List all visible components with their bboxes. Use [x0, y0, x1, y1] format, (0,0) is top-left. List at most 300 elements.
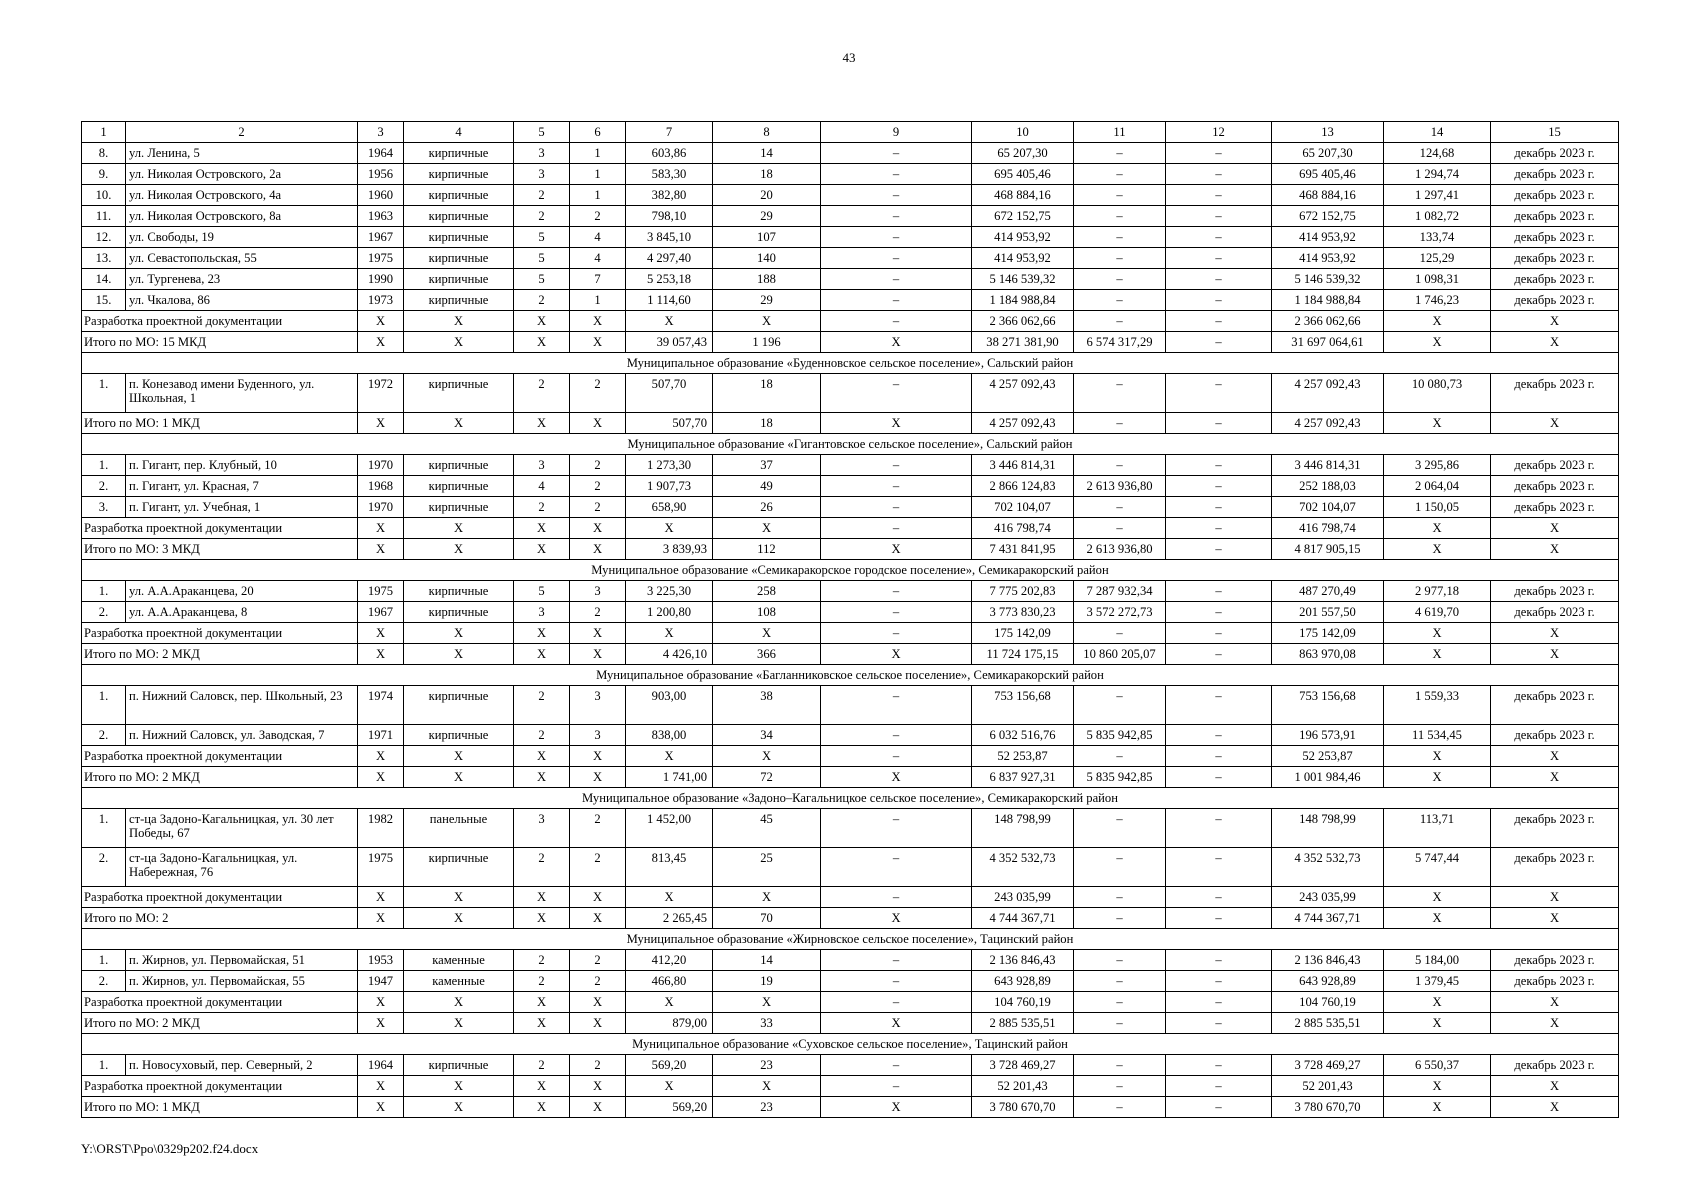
table-cell: – [1166, 809, 1272, 848]
table-cell: 1 [570, 290, 626, 311]
table-cell: 6 550,37 [1384, 1055, 1491, 1076]
commission-year: 1968 [358, 476, 404, 497]
table-cell: 468 884,16 [972, 185, 1074, 206]
commission-year: 1953 [358, 950, 404, 971]
commission-year: 1967 [358, 602, 404, 623]
table-cell: Х [713, 518, 821, 539]
table-cell: 104 760,19 [972, 992, 1074, 1013]
column-number: 7 [626, 122, 713, 143]
table-cell: 65 207,30 [1272, 143, 1384, 164]
table-cell: 2 [570, 455, 626, 476]
table-cell: 25 [713, 848, 821, 887]
table-cell: 2 613 936,80 [1074, 476, 1166, 497]
table-cell: Х [514, 332, 570, 353]
table-cell: Х [570, 1013, 626, 1034]
table-cell: 416 798,74 [1272, 518, 1384, 539]
table-cell: 14 [713, 143, 821, 164]
table-cell: – [1166, 848, 1272, 887]
table-cell: декабрь 2023 г. [1491, 248, 1619, 269]
table-cell: 603,86 [626, 143, 713, 164]
row-number: 12. [82, 227, 126, 248]
building-address: ул. Севастопольская, 55 [126, 248, 358, 269]
table-cell: Х [1491, 518, 1619, 539]
table-cell: 26 [713, 497, 821, 518]
table-cell: Х [626, 887, 713, 908]
table-cell: Х [404, 311, 514, 332]
table-row [82, 686, 1619, 725]
table-cell: – [821, 518, 972, 539]
table-cell: 18 [713, 413, 821, 434]
table-cell: 38 271 381,90 [972, 332, 1074, 353]
municipality-section-title: Муниципальное образование «Задоно–Кагальницкое сельское поселение», Семикаракорский район [82, 788, 1619, 809]
building-address: п. Гигант, пер. Клубный, 10 [126, 455, 358, 476]
table-cell: декабрь 2023 г. [1491, 206, 1619, 227]
table-cell: Х [626, 1076, 713, 1097]
table-cell: 2 [514, 374, 570, 413]
table-cell: – [1074, 455, 1166, 476]
design-docs-label: Разработка проектной документации [82, 887, 358, 908]
table-cell: Х [404, 623, 514, 644]
design-docs-label: Разработка проектной документации [82, 311, 358, 332]
table-cell: 107 [713, 227, 821, 248]
municipality-section-title: Муниципальное образование «Семикаракорское городское поселение», Семикаракорский район [82, 560, 1619, 581]
table-cell: 4 352 532,73 [972, 848, 1074, 887]
table-cell: 798,10 [626, 206, 713, 227]
table-row [82, 290, 1619, 311]
table-cell: 4 297,40 [626, 248, 713, 269]
table-cell: Х [514, 623, 570, 644]
table-cell: – [1074, 1013, 1166, 1034]
table-cell: Х [1491, 767, 1619, 788]
table-cell: 4 744 367,71 [1272, 908, 1384, 929]
table-cell: 695 405,46 [972, 164, 1074, 185]
table-cell: – [821, 374, 972, 413]
table-cell: декабрь 2023 г. [1491, 164, 1619, 185]
table-cell: 1 114,60 [626, 290, 713, 311]
table-row [82, 185, 1619, 206]
table-cell: Х [1491, 992, 1619, 1013]
table-cell: Х [1384, 1013, 1491, 1034]
table-row [82, 374, 1619, 413]
row-number: 10. [82, 185, 126, 206]
table-row [82, 143, 1619, 164]
table-row [82, 476, 1619, 497]
table-cell: – [821, 971, 972, 992]
table-cell: Х [404, 1076, 514, 1097]
table-cell: 52 253,87 [972, 746, 1074, 767]
column-number: 15 [1491, 122, 1619, 143]
table-cell: 5 [514, 227, 570, 248]
table-cell: 5 184,00 [1384, 950, 1491, 971]
table-cell: 5 [514, 248, 570, 269]
table-cell: – [1166, 206, 1272, 227]
table-cell: – [821, 227, 972, 248]
wall-material: кирпичные [404, 848, 514, 887]
table-cell: – [1074, 143, 1166, 164]
table-cell: 2 136 846,43 [972, 950, 1074, 971]
wall-material: кирпичные [404, 497, 514, 518]
building-address: ул. Николая Островского, 8а [126, 206, 358, 227]
table-cell: 466,80 [626, 971, 713, 992]
total-row [82, 539, 1619, 560]
table-cell: 2 885 535,51 [972, 1013, 1074, 1034]
table-cell: Х [1384, 539, 1491, 560]
total-row [82, 1097, 1619, 1118]
design-docs-row [82, 887, 1619, 908]
table-cell: 643 928,89 [1272, 971, 1384, 992]
total-label: Итого по МО: 2 МКД [82, 644, 358, 665]
table-cell: 583,30 [626, 164, 713, 185]
table-cell: 2 [570, 848, 626, 887]
table-cell: 2 265,45 [626, 908, 713, 929]
table-cell: Х [1491, 332, 1619, 353]
table-cell: 31 697 064,61 [1272, 332, 1384, 353]
table-cell: 19 [713, 971, 821, 992]
total-row [82, 332, 1619, 353]
table-cell: 569,20 [626, 1097, 713, 1118]
table-cell: Х [570, 518, 626, 539]
table-cell: 7 431 841,95 [972, 539, 1074, 560]
building-address: п. Жирнов, ул. Первомайская, 55 [126, 971, 358, 992]
table-cell: – [1074, 227, 1166, 248]
table-cell: 3 [514, 809, 570, 848]
total-row [82, 1013, 1619, 1034]
table-cell: – [1166, 602, 1272, 623]
table-cell: Х [570, 1076, 626, 1097]
row-number: 11. [82, 206, 126, 227]
wall-material: кирпичные [404, 269, 514, 290]
table-cell: Х [404, 413, 514, 434]
table-cell: – [1166, 644, 1272, 665]
table-cell: 672 152,75 [1272, 206, 1384, 227]
table-cell: – [1166, 950, 1272, 971]
table-cell: 2 366 062,66 [972, 311, 1074, 332]
row-number: 2. [82, 971, 126, 992]
section-header-row [82, 353, 1619, 374]
wall-material: панельные [404, 809, 514, 848]
building-address: п. Нижний Саловск, пер. Школьный, 23 [126, 686, 358, 725]
table-cell: Х [514, 992, 570, 1013]
design-docs-label: Разработка проектной документации [82, 746, 358, 767]
column-number: 4 [404, 122, 514, 143]
design-docs-row [82, 623, 1619, 644]
table-cell: 5 835 942,85 [1074, 767, 1166, 788]
table-cell: 813,45 [626, 848, 713, 887]
table-cell: – [1074, 164, 1166, 185]
table-cell: – [821, 725, 972, 746]
table-cell: 2 064,04 [1384, 476, 1491, 497]
table-row [82, 164, 1619, 185]
table-cell: – [1166, 767, 1272, 788]
wall-material: кирпичные [404, 725, 514, 746]
section-header-row [82, 929, 1619, 950]
table-cell: – [1166, 497, 1272, 518]
table-cell: 3 [570, 725, 626, 746]
table-cell: 14 [713, 950, 821, 971]
row-number: 1. [82, 686, 126, 725]
table-cell: Х [514, 767, 570, 788]
table-cell: – [1074, 746, 1166, 767]
table-cell: – [821, 311, 972, 332]
table-cell: – [1166, 1013, 1272, 1034]
table-cell: 124,68 [1384, 143, 1491, 164]
table-cell: – [821, 992, 972, 1013]
building-address: ул. Свободы, 19 [126, 227, 358, 248]
table-cell: – [1166, 623, 1272, 644]
table-cell: 863 970,08 [1272, 644, 1384, 665]
table-row [82, 848, 1619, 887]
row-number: 2. [82, 725, 126, 746]
table-cell: 2 [514, 1055, 570, 1076]
table-cell: декабрь 2023 г. [1491, 185, 1619, 206]
table-cell: Х [1491, 1097, 1619, 1118]
total-label: Итого по МО: 2 МКД [82, 767, 358, 788]
table-cell: – [1166, 332, 1272, 353]
table-cell: декабрь 2023 г. [1491, 686, 1619, 725]
table-cell: 3 780 670,70 [1272, 1097, 1384, 1118]
column-number: 5 [514, 122, 570, 143]
table-cell: 753 156,68 [972, 686, 1074, 725]
table-cell: 1 379,45 [1384, 971, 1491, 992]
column-number: 8 [713, 122, 821, 143]
table-cell: 7 287 932,34 [1074, 581, 1166, 602]
table-cell: – [1166, 1076, 1272, 1097]
row-number: 1. [82, 455, 126, 476]
table-cell: Х [1491, 413, 1619, 434]
table-cell: 258 [713, 581, 821, 602]
table-cell: 175 142,09 [1272, 623, 1384, 644]
table-cell: 45 [713, 809, 821, 848]
table-cell: Х [1491, 623, 1619, 644]
table-cell: декабрь 2023 г. [1491, 602, 1619, 623]
table-cell: – [1166, 248, 1272, 269]
table-cell: Х [821, 767, 972, 788]
table-cell: – [1074, 686, 1166, 725]
table-cell: 5 146 539,32 [972, 269, 1074, 290]
commission-year: 1975 [358, 848, 404, 887]
wall-material: кирпичные [404, 206, 514, 227]
table-cell: 133,74 [1384, 227, 1491, 248]
table-cell: Х [1491, 1076, 1619, 1097]
commission-year: 1975 [358, 581, 404, 602]
commission-year: 1964 [358, 1055, 404, 1076]
table-cell: 1 [570, 143, 626, 164]
table-cell: декабрь 2023 г. [1491, 950, 1619, 971]
table-cell: Х [570, 908, 626, 929]
capital-repair-table [81, 121, 1619, 1118]
table-cell: 3 [570, 686, 626, 725]
table-cell: 2 366 062,66 [1272, 311, 1384, 332]
column-number: 13 [1272, 122, 1384, 143]
table-cell: Х [514, 539, 570, 560]
commission-year: 1972 [358, 374, 404, 413]
table-cell: декабрь 2023 г. [1491, 143, 1619, 164]
table-cell: 3 845,10 [626, 227, 713, 248]
table-cell: 39 057,43 [626, 332, 713, 353]
table-cell: 3 295,86 [1384, 455, 1491, 476]
table-cell: – [1166, 1097, 1272, 1118]
table-cell: 10 080,73 [1384, 374, 1491, 413]
table-cell: – [1166, 374, 1272, 413]
table-cell: 7 775 202,83 [972, 581, 1074, 602]
table-cell: декабрь 2023 г. [1491, 455, 1619, 476]
table-cell: – [1166, 887, 1272, 908]
table-row [82, 497, 1619, 518]
table-cell: 3 [514, 455, 570, 476]
table-cell: – [1074, 311, 1166, 332]
commission-year: 1975 [358, 248, 404, 269]
table-cell: 366 [713, 644, 821, 665]
table-cell: Х [626, 746, 713, 767]
table-cell: 695 405,46 [1272, 164, 1384, 185]
total-row [82, 908, 1619, 929]
table-cell: Х [404, 332, 514, 353]
table-cell: – [821, 497, 972, 518]
table-cell: 37 [713, 455, 821, 476]
building-address: ст-ца Задоно-Кагальницкая, ул. Набережная, 76 [126, 848, 358, 887]
wall-material: кирпичные [404, 248, 514, 269]
table-cell: – [1074, 887, 1166, 908]
table-cell: 108 [713, 602, 821, 623]
table-cell: – [821, 848, 972, 887]
municipality-section-title: Муниципальное образование «Багланниковское сельское поселение», Семикаракорский район [82, 665, 1619, 686]
table-cell: 1 [570, 185, 626, 206]
building-address: ул. Ленина, 5 [126, 143, 358, 164]
table-cell: декабрь 2023 г. [1491, 809, 1619, 848]
table-cell: – [1074, 290, 1166, 311]
total-label: Итого по МО: 2 МКД [82, 1013, 358, 1034]
row-number: 1. [82, 374, 126, 413]
table-row [82, 206, 1619, 227]
table-cell: – [1166, 686, 1272, 725]
table-cell: 2 977,18 [1384, 581, 1491, 602]
table-cell: – [1166, 746, 1272, 767]
table-cell: Х [570, 992, 626, 1013]
table-cell: Х [1491, 1013, 1619, 1034]
table-cell: 414 953,92 [972, 248, 1074, 269]
table-cell: 1 297,41 [1384, 185, 1491, 206]
table-cell: Х [514, 908, 570, 929]
row-number: 1. [82, 809, 126, 848]
table-cell: 104 760,19 [1272, 992, 1384, 1013]
table-cell: Х [713, 623, 821, 644]
table-cell: Х [570, 539, 626, 560]
table-cell: 1 [570, 164, 626, 185]
table-cell: – [1074, 185, 1166, 206]
table-cell: 1 294,74 [1384, 164, 1491, 185]
table-cell: 3 728 469,27 [1272, 1055, 1384, 1076]
commission-year: 1974 [358, 686, 404, 725]
table-cell: 5 253,18 [626, 269, 713, 290]
table-cell: 2 136 846,43 [1272, 950, 1384, 971]
table-cell: 2 [570, 971, 626, 992]
row-number: 13. [82, 248, 126, 269]
building-address: ул. А.А.Араканцева, 20 [126, 581, 358, 602]
table-cell: 3 773 830,23 [972, 602, 1074, 623]
wall-material: кирпичные [404, 581, 514, 602]
table-cell: Х [514, 518, 570, 539]
table-cell: Х [1491, 887, 1619, 908]
table-cell: – [1166, 539, 1272, 560]
table-cell: Х [1491, 311, 1619, 332]
column-number: 2 [126, 122, 358, 143]
section-header-row [82, 434, 1619, 455]
table-cell: Х [358, 644, 404, 665]
commission-year: 1963 [358, 206, 404, 227]
table-cell: 148 798,99 [972, 809, 1074, 848]
table-cell: 2 [514, 185, 570, 206]
table-cell: 2 [570, 809, 626, 848]
table-cell: Х [514, 1013, 570, 1034]
table-cell: декабрь 2023 г. [1491, 581, 1619, 602]
total-label: Итого по МО: 1 МКД [82, 1097, 358, 1118]
commission-year: 1960 [358, 185, 404, 206]
table-cell: 112 [713, 539, 821, 560]
table-cell: 753 156,68 [1272, 686, 1384, 725]
table-cell: 252 188,03 [1272, 476, 1384, 497]
table-cell: – [1074, 809, 1166, 848]
table-cell: – [1074, 518, 1166, 539]
table-cell: – [821, 623, 972, 644]
table-cell: Х [358, 332, 404, 353]
table-cell: 4 744 367,71 [972, 908, 1074, 929]
municipality-section-title: Муниципальное образование «Жирновское сельское поселение», Тацинский район [82, 929, 1619, 950]
table-cell: 2 [514, 206, 570, 227]
table-cell: 5 747,44 [1384, 848, 1491, 887]
commission-year: 1971 [358, 725, 404, 746]
column-number: 10 [972, 122, 1074, 143]
table-cell: Х [404, 1097, 514, 1118]
table-body [82, 122, 1619, 1118]
table-cell: Х [358, 539, 404, 560]
table-cell: 3 [514, 164, 570, 185]
commission-year: 1967 [358, 227, 404, 248]
table-cell: декабрь 2023 г. [1491, 374, 1619, 413]
design-docs-label: Разработка проектной документации [82, 518, 358, 539]
table-cell: Х [1384, 518, 1491, 539]
table-cell: Х [404, 992, 514, 1013]
wall-material: кирпичные [404, 686, 514, 725]
table-cell: 903,00 [626, 686, 713, 725]
table-cell: – [1074, 1076, 1166, 1097]
table-cell: – [1166, 185, 1272, 206]
table-cell: декабрь 2023 г. [1491, 269, 1619, 290]
table-cell: Х [821, 332, 972, 353]
table-cell: декабрь 2023 г. [1491, 971, 1619, 992]
table-cell: 2 [570, 497, 626, 518]
table-cell: – [821, 809, 972, 848]
table-cell: Х [358, 767, 404, 788]
table-cell: 412,20 [626, 950, 713, 971]
table-cell: Х [1491, 746, 1619, 767]
table-cell: Х [821, 539, 972, 560]
table-cell: 3 839,93 [626, 539, 713, 560]
table-cell: – [1166, 908, 1272, 929]
table-cell: – [1166, 581, 1272, 602]
table-cell: – [1074, 1097, 1166, 1118]
table-cell: Х [358, 1097, 404, 1118]
table-cell: Х [1491, 908, 1619, 929]
table-cell: Х [713, 992, 821, 1013]
building-address: ул. Николая Островского, 2а [126, 164, 358, 185]
table-cell: 4 817 905,15 [1272, 539, 1384, 560]
table-cell: 3 446 814,31 [972, 455, 1074, 476]
table-cell: Х [821, 908, 972, 929]
table-cell: – [1166, 227, 1272, 248]
table-cell: 1 184 988,84 [1272, 290, 1384, 311]
column-number: 12 [1166, 122, 1272, 143]
table-cell: 49 [713, 476, 821, 497]
